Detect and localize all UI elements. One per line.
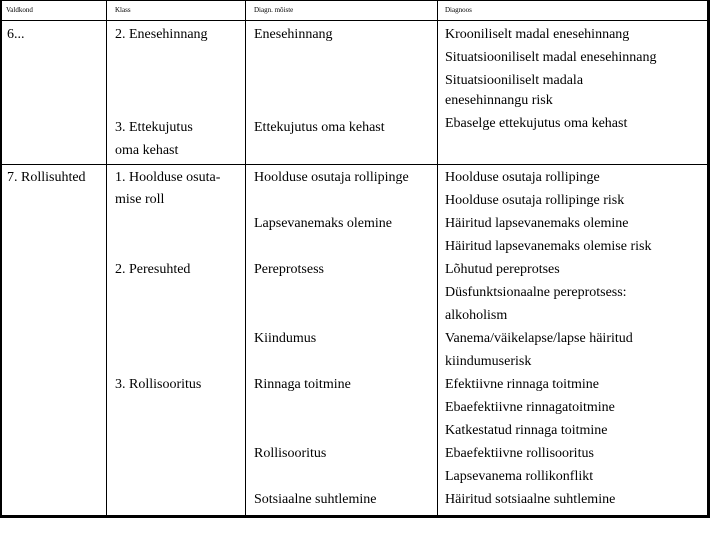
concept-cell: Rinnaga toitmine [254,377,351,392]
concept-cell: Rollisooritus [254,446,327,461]
domain-cell: 6... [7,27,25,42]
column-divider-1 [106,0,107,518]
diagnosis-cell: Vanema/väikelapse/lapse häiritud [445,331,633,346]
concept-cell: Lapsevanemaks olemine [254,216,393,231]
header-concept: Diagn. mõiste [254,6,294,14]
diagnosis-cell: Krooniliselt madal enesehinnang [445,27,630,42]
concept-cell: Pereprotsess [254,262,324,277]
diagnosis-cell: Hoolduse osutaja rollipinge [445,170,600,185]
class-cell: mise roll [115,192,165,207]
table-border-left [0,0,2,518]
class-cell: 2. Enesehinnang [115,27,208,42]
concept-cell: Sotsiaalne suhtlemine [254,492,377,507]
diagnosis-cell: alkoholism [445,308,508,323]
class-cell: 3. Rollisooritus [115,377,202,392]
diagnosis-cell: Katkestatud rinnaga toitmine [445,423,608,438]
table-border-right [707,0,710,518]
diagnosis-cell: Düsfunktsionaalne pereprotsess: [445,285,627,300]
diagnosis-cell: enesehinnangu risk [445,93,553,108]
class-cell: 2. Peresuhted [115,262,191,277]
header-diagnosis: Diagnoos [445,6,472,14]
concept-cell: Kiindumus [254,331,317,346]
concept-cell: Hoolduse osutaja rollipinge [254,170,409,185]
column-divider-2 [245,0,246,518]
diagnosis-cell: Häiritud lapsevanemaks olemise risk [445,239,652,254]
class-cell: 3. Ettekujutus [115,120,193,135]
diagnosis-cell: Efektiivne rinnaga toitmine [445,377,599,392]
header-class: Klass [115,6,131,14]
class-cell: 1. Hoolduse osuta- [115,170,221,185]
class-cell: oma kehast [115,143,179,158]
diagnosis-cell: Situatsiooniliselt madala [445,73,584,88]
concept-cell: Ettekujutus oma kehast [254,120,385,135]
diagnosis-cell: Häiritud sotsiaalne suhtlemine [445,492,616,507]
diagnosis-cell: Ebaselge ettekujutus oma kehast [445,116,628,131]
column-divider-3 [437,0,438,518]
header-domain: Valdkond [6,6,33,14]
diagnosis-cell: Ebaefektiivne rinnagatoitmine [445,400,615,415]
diagnosis-cell: kiindumuserisk [445,354,532,369]
diagnosis-cell: Häiritud lapsevanemaks olemine [445,216,629,231]
diagnosis-cell: Lapsevanema rollikonflikt [445,469,594,484]
domain-cell: 7. Rollisuhted [7,170,86,185]
diagnosis-cell: Situatsiooniliselt madal enesehinnang [445,50,657,65]
concept-cell: Enesehinnang [254,27,333,42]
diagnosis-cell: Lõhutud pereprotses [445,262,560,277]
diagnosis-cell: Hoolduse osutaja rollipinge risk [445,193,625,208]
diagnosis-cell: Ebaefektiivne rollisooritus [445,446,594,461]
